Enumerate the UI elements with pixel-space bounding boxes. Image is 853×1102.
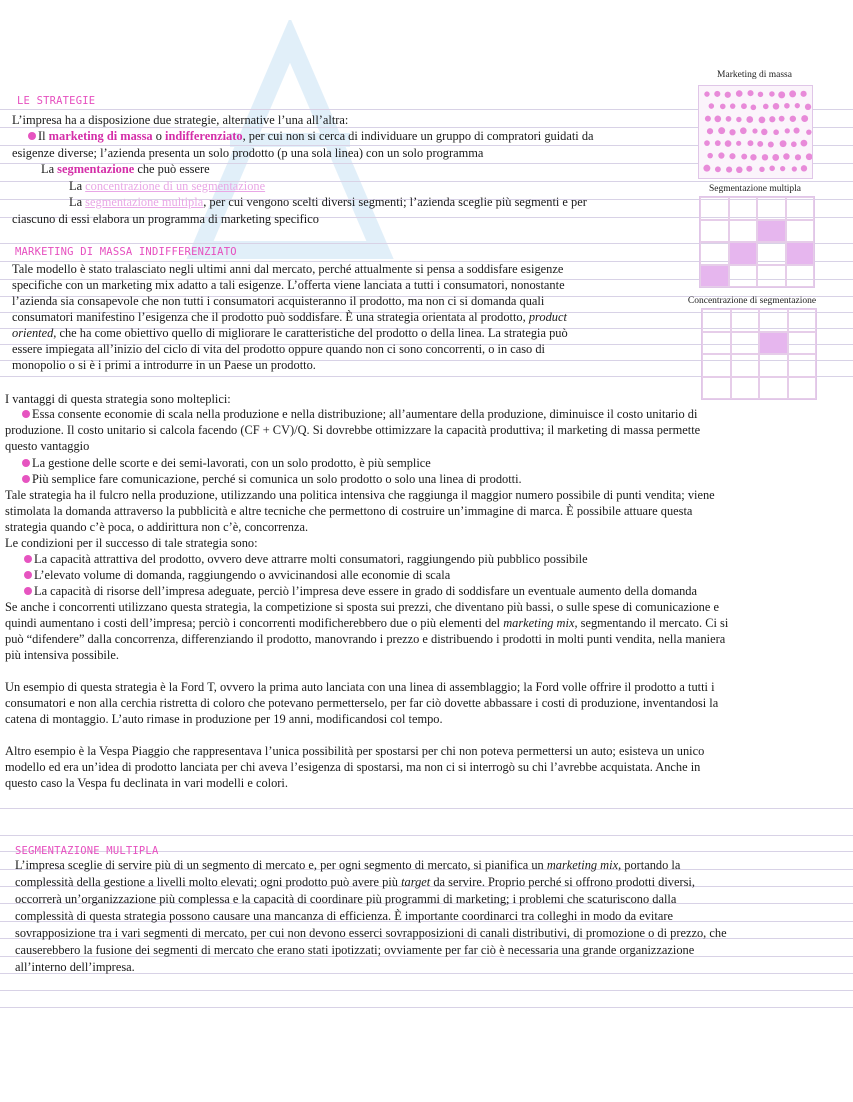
mass-dot	[729, 129, 735, 135]
mass-dot	[736, 167, 742, 173]
mass-dot	[780, 140, 787, 147]
s4-line-1: L’impresa sceglie di servire più di un segmento di mercato e, per ogni segmento di mercato, si pianifica un marketing mix, portando la	[15, 858, 681, 872]
mass-dot	[795, 154, 801, 160]
s2-line-4: consumatori manifestino l’esigenza che il prodotto può soddisfare. È una strategia orientata al prodotto, product	[12, 310, 567, 324]
s4-line-5: sovrapposizione tra i vari segmenti di mercato, per cui non devono esserci sovrapposizioni di canali distributivi, di promozione o di prezzo, che	[15, 926, 727, 940]
mass-dot	[758, 92, 763, 97]
mass-dot	[793, 127, 799, 133]
mass-dot	[759, 116, 766, 123]
mass-dot	[779, 116, 785, 122]
s3-condizione-2: L’elevato volume di domanda, raggiungendo o avvicinandosi alle economie di scala	[24, 567, 450, 583]
s3-condizioni-intro: Le condizioni per il successo di tale strategia sono:	[5, 536, 258, 550]
bullet-dot-icon	[28, 132, 36, 140]
s3-vantaggio-3: Più semplice fare comunicazione, perché si comunica un solo prodotto o solo una linea di prodotti.	[22, 471, 522, 487]
s3-ford-2: consumatori e non alla cerchia ristretta di coloro che potevano permetterselo, per far ciò dovette abbassare i costi di produzione, inventandosi la	[5, 696, 719, 710]
mass-dot	[769, 116, 775, 122]
mass-dot	[730, 103, 735, 108]
s1-sub-concentrazione: La concentrazione di un segmentazione	[69, 179, 266, 193]
mass-dot	[720, 104, 726, 110]
s3-concorrenti-3: può “difendere” dalla concorrenza, differenziando il prodotto, manovrando i prezzo e distribuendo i prodotti in molti punti vendita, nella maniera	[5, 632, 726, 646]
s3-condizione-1: La capacità attrattiva del prodotto, ovvero deve attrarre molti consumatori, raggiungendo più pubblico possibile	[24, 551, 588, 567]
s4-line-7: all’interno dell’impresa.	[15, 960, 135, 974]
s1-bullet-massa-cont: esigenze diverse; l’azienda presenta un solo prodotto (p una sola linea) con un solo programma	[12, 146, 484, 160]
mass-dot	[778, 91, 785, 98]
s3-vantaggi-intro: I vantaggi di questa strategia sono molteplici:	[5, 392, 231, 406]
mass-dot	[725, 92, 731, 98]
mass-dot	[783, 153, 789, 159]
s3-concorrenti-4: più intensiva possibile.	[5, 648, 119, 662]
mass-dot	[801, 165, 807, 171]
bullet-dot-icon	[22, 475, 30, 483]
s4-line-6: causerebbero la fusione dei segmenti di mercato che erano stati ipotizzati; ovviamente per far ciò è necessaria una grande organizzazione	[15, 943, 695, 957]
mass-dot	[736, 90, 743, 97]
mass-dot	[718, 152, 724, 158]
diagram-concentrazione-caption: Concentrazione di segmentazione	[687, 296, 817, 306]
mass-dot	[773, 103, 780, 110]
mass-dot	[762, 154, 768, 160]
link-concentrazione[interactable]: concentrazione di un segmentazione	[85, 179, 266, 193]
heading-segmentazione-multipla: SEGMENTAZIONE MULTIPLA	[15, 845, 159, 857]
mass-dot	[736, 141, 741, 146]
mass-dot	[740, 127, 747, 134]
diagram-concentrazione	[701, 308, 817, 400]
diagram-multipla-caption: Segmentazione multipla	[708, 184, 802, 194]
diagram-massa	[698, 85, 813, 179]
mass-dot	[729, 153, 735, 159]
mass-dot	[761, 129, 767, 135]
s3-fulcro-1: Tale strategia ha il fulcro nella produzione, utilizzando una politica intensiva che raggiunga il maggior numero possibile di punti vendita; viene	[5, 488, 715, 502]
mass-dot	[747, 90, 753, 96]
mass-dot	[806, 153, 812, 160]
mass-dot	[759, 167, 764, 172]
bullet-dot-icon	[22, 459, 30, 467]
mass-dot	[703, 165, 710, 172]
s1-intro: L’impresa ha a disposizione due strategie, alternative l’una all’altra:	[12, 113, 349, 127]
mass-dot	[704, 140, 710, 146]
s3-concorrenti-1: Se anche i concorrenti utilizzano questa strategia, la competizione si sposta sui prezzi, che diventano più bassi, o sulle spese di comunicazione e	[5, 600, 719, 614]
mass-dot	[768, 142, 774, 148]
diagram-multipla	[699, 196, 815, 288]
s3-vespa-1: Altro esempio è la Vespa Piaggio che rappresentava l’unica possibilità per spostarsi per chi non poteva permettersi un auto; esisteva un unico	[5, 744, 705, 758]
mass-dot	[800, 91, 806, 97]
s2-line-1: Tale modello è stato tralasciato negli ultimi anni dal mercato, perché attualmente si pensa a soddisfare esigenze	[12, 262, 564, 276]
mass-dot	[795, 103, 800, 108]
link-segmentazione-multipla[interactable]: segmentazione multipla	[85, 195, 204, 209]
s3-vantaggio-1c: questo vantaggio	[5, 439, 90, 453]
s1-bullet-massa: Il marketing di massa o indifferenziato, per cui non si cerca di individuare un gruppo di compratori guidati da	[28, 128, 594, 144]
s3-vantaggio-1: Essa consente economie di scala nella produzione e nella distribuzione; all’aumentare della produzione, diminuisce il costo unitario di	[22, 406, 697, 422]
mass-dot	[707, 153, 713, 159]
mass-dot	[763, 104, 769, 110]
bullet-dot-icon	[24, 555, 32, 563]
s3-ford-1: Un esempio di questa strategia è la Ford T, ovvero la prima auto lanciata con una linea di assemblaggio; la Ford volle offrire il prodotto a tutti i	[5, 680, 715, 694]
mass-dot	[769, 91, 775, 97]
mass-dot	[707, 128, 713, 134]
mass-dot	[746, 116, 753, 123]
mass-dot	[801, 115, 808, 122]
bullet-dot-icon	[24, 571, 32, 579]
mass-dot	[805, 104, 811, 110]
s3-fulcro-2: stimolata la domanda attraverso la pubblicità e altre tecniche che permettono di costruire un’immagine di marca. È possibile attuare questa	[5, 504, 693, 518]
s2-line-2: specifiche con un marketing mix adatto a tali esigenze. L’offerta viene lanciata a tutti i consumatori, nonostante	[12, 278, 565, 292]
mass-dot	[714, 91, 720, 97]
mass-dot	[715, 140, 721, 146]
s2-line-5: oriented, che ha come obiettivo quello di migliorare le caratteristiche del prodotto o della linea. La strategia può	[12, 326, 568, 340]
mass-dot	[784, 103, 790, 109]
s3-condizione-3: La capacità di risorse dell’impresa adeguate, perciò l’impresa deve essere in grado di soddisfare un eventuale aumento della domanda	[24, 583, 697, 599]
mass-dot	[773, 129, 779, 135]
mass-dot	[736, 117, 741, 122]
s1-sub-multipla-cont: ciascuno di essi elabora un programma di marketing specifico	[12, 212, 319, 226]
s3-vespa-3: questo caso la Vespa fu declinata in vari modelli e colori.	[5, 776, 288, 790]
mass-dot	[757, 141, 763, 147]
s4-line-2: complessità della gestione a livelli molto elevati; ogni prodotto può avere più target da servire. Proprio perché si offrono prodotti diversi,	[15, 875, 695, 889]
mass-dot	[726, 167, 732, 173]
s3-vantaggio-1b: produzione. Il costo unitario si calcola facendo (CF + CV)/Q. Si dovrebbe ottimizzare la capacità produttiva; il marketing di massa permette	[5, 423, 701, 437]
mass-dot	[704, 91, 709, 96]
s2-line-3: l’azienda sia consapevole che non tutti i consumatori acquisteranno il prodotto, ma non ci si domanda quali	[12, 294, 545, 308]
mass-dot	[780, 166, 785, 171]
s2-line-6: essere impiegata all’inizio del ciclo di vita del prodotto oppure quando non ci sono concorrenti, o in caso di	[12, 342, 545, 356]
s3-vespa-2: modello ed era un’idea di prodotto lanciata per chi aveva l’esigenza di spostarsi, ma non ci si interrogò su chi l’avrebbe acquistata. Anche in	[5, 760, 701, 774]
s3-fulcro-3: strategia quando c’è poca, o addirittura non c’è, concorrenza.	[5, 520, 309, 534]
mass-dot	[709, 103, 715, 109]
mass-dot	[747, 140, 753, 146]
mass-dot	[725, 140, 732, 147]
term-marketing-di-massa: marketing di massa	[48, 129, 153, 143]
s3-concorrenti-2: quindi aumentano i costi dell’impresa; perciò i concorrenti modificherebbero due o più elementi del marketing mix, segmentando il mercato. Ci si	[5, 616, 729, 630]
mass-dot	[746, 166, 752, 172]
bullet-dot-icon	[24, 587, 32, 595]
mass-dot	[801, 140, 808, 147]
bullet-dot-icon	[22, 410, 30, 418]
heading-le-strategie: LE STRATEGIE	[17, 95, 96, 107]
mass-dot	[772, 154, 779, 161]
s1-sub-multipla: La segmentazione multipla, per cui vengono scelti diversi segmenti; l’azienda sceglie più segmenti e per	[69, 195, 587, 209]
mass-dot	[792, 166, 797, 171]
mass-dot	[718, 127, 725, 134]
mass-dot	[714, 116, 721, 123]
mass-dot	[750, 154, 756, 160]
s4-line-3: occorrerà un’organizzazione più complessa e la capacità di coordinare più programmi di marketing; i problemi che scaturiscono dalla	[15, 892, 677, 906]
mass-dot	[791, 141, 797, 147]
mass-dot	[790, 116, 796, 122]
mass-dot	[751, 105, 757, 111]
mass-dot	[705, 116, 711, 122]
heading-marketing-di-massa: MARKETING DI MASSA INDIFFERENZIATO	[15, 246, 237, 258]
mass-dot	[806, 129, 811, 134]
mass-dot	[752, 128, 757, 133]
s4-line-4: complessità di questa strategia possono causare una mancanza di efficienza. È importante coordinarci tra colleghi in modo da evitare	[15, 909, 673, 923]
term-indifferenziato: indifferenziato	[165, 129, 243, 143]
mass-dot	[726, 116, 732, 122]
term-segmentazione: segmentazione	[57, 162, 135, 176]
mass-dot	[741, 103, 747, 109]
mass-dot	[741, 154, 747, 160]
mass-dot	[769, 166, 775, 172]
diagram-massa-caption: Marketing di massa	[717, 70, 792, 80]
s3-ford-3: catena di montaggio. L’auto rimase in produzione per 19 anni, modificandosi col tempo.	[5, 712, 443, 726]
s3-vantaggio-2: La gestione delle scorte e dei semi-lavorati, con un solo prodotto, è più semplice	[22, 455, 431, 471]
s2-line-7: monopolio o si è i primi a introdurre in un Paese un prodotto.	[12, 358, 316, 372]
mass-dot	[785, 128, 790, 133]
s1-segmentazione: La segmentazione che può essere	[41, 162, 210, 176]
mass-dots	[699, 86, 812, 178]
mass-dot	[715, 166, 721, 172]
mass-dot	[789, 90, 796, 97]
